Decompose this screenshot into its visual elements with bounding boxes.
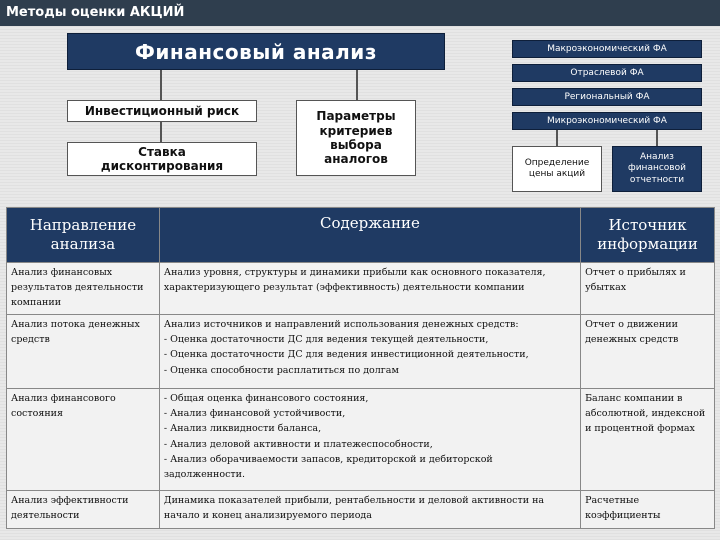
price-definition-box: Определение цены акций [512,146,602,192]
connector-micro-statements [656,130,658,146]
row-content [159,315,580,389]
table-row [7,491,715,529]
discount-rate-box: Ставка дисконтирования [67,142,257,176]
macro-fa-box: Макроэкономический ФА [512,40,702,58]
content-line: - Оценка достаточности ДС для ведения текущей деятельности, [163,334,489,346]
row-direction: Анализ финансовых результатов деятельности компании [7,263,160,315]
content-line: - Анализ ликвидности баланса, [163,423,322,435]
header-content: Содержание [159,208,580,263]
industry-fa-box: Отраслевой ФА [512,64,702,82]
table-header-row [7,208,715,263]
content-line: - Анализ оборачиваемости запасов, кредиторской и дебиторской задолженности. [163,453,493,480]
table-row [7,315,715,389]
content-line: - Общая оценка финансового состояния, [163,393,369,404]
fin-statements-box: Анализ финансовой отчетности [612,146,702,192]
row-source: Отчет о прибылях и убытках [581,263,715,315]
content-line: - Оценка достаточности ДС для ведения инвестиционной деятельности, [163,349,529,361]
parameters-box: Параметры критериев выбора аналогов [296,100,416,176]
connector-micro-price [556,130,558,146]
row-content [159,491,580,529]
content-line: Анализ источников и направлений использования денежных средств: [163,319,519,330]
header-direction: Направление анализа [7,208,160,263]
row-direction: Анализ потока денежных средств [7,315,160,389]
row-direction: Анализ финансового состояния [7,389,160,491]
row-source: Расчетные коэффициенты [581,491,715,529]
row-content [159,389,580,491]
page-title: Методы оценки АКЦИЙ [0,0,720,26]
content-line: Динамика показателей прибыли, рентабельности и деловой активности на начало и конец анализируемого периода [163,495,545,522]
row-content [159,263,580,315]
financial-analysis-box: Финансовый анализ [67,33,445,70]
table-row [7,263,715,315]
row-source: Баланс компании в абсолютной, индексной и процентной формах [581,389,715,491]
connector-left [160,70,162,100]
investment-risk-box: Инвестиционный риск [67,100,257,122]
connector-risk-rate [160,122,162,142]
connector-center [356,70,358,100]
content-line: - Анализ деловой активности и платежеспособности, [163,438,433,450]
row-direction: Анализ эффективности деятельности [7,491,160,529]
analysis-table [6,207,715,529]
regional-fa-box: Региональный ФА [512,88,702,106]
content-line: Анализ уровня, структуры и динамики прибыли как основного показателя, характеризующего результат (эффективность) деятельности компании [163,267,546,294]
content-line: - Оценка способности расплатиться по долгам [163,364,399,376]
header-source: Источник информации [581,208,715,263]
table-row [7,389,715,491]
content-line: - Анализ финансовой устойчивости, [163,408,346,420]
row-source: Отчет о движении денежных средств [581,315,715,389]
micro-fa-box: Микроэкономический ФА [512,112,702,130]
